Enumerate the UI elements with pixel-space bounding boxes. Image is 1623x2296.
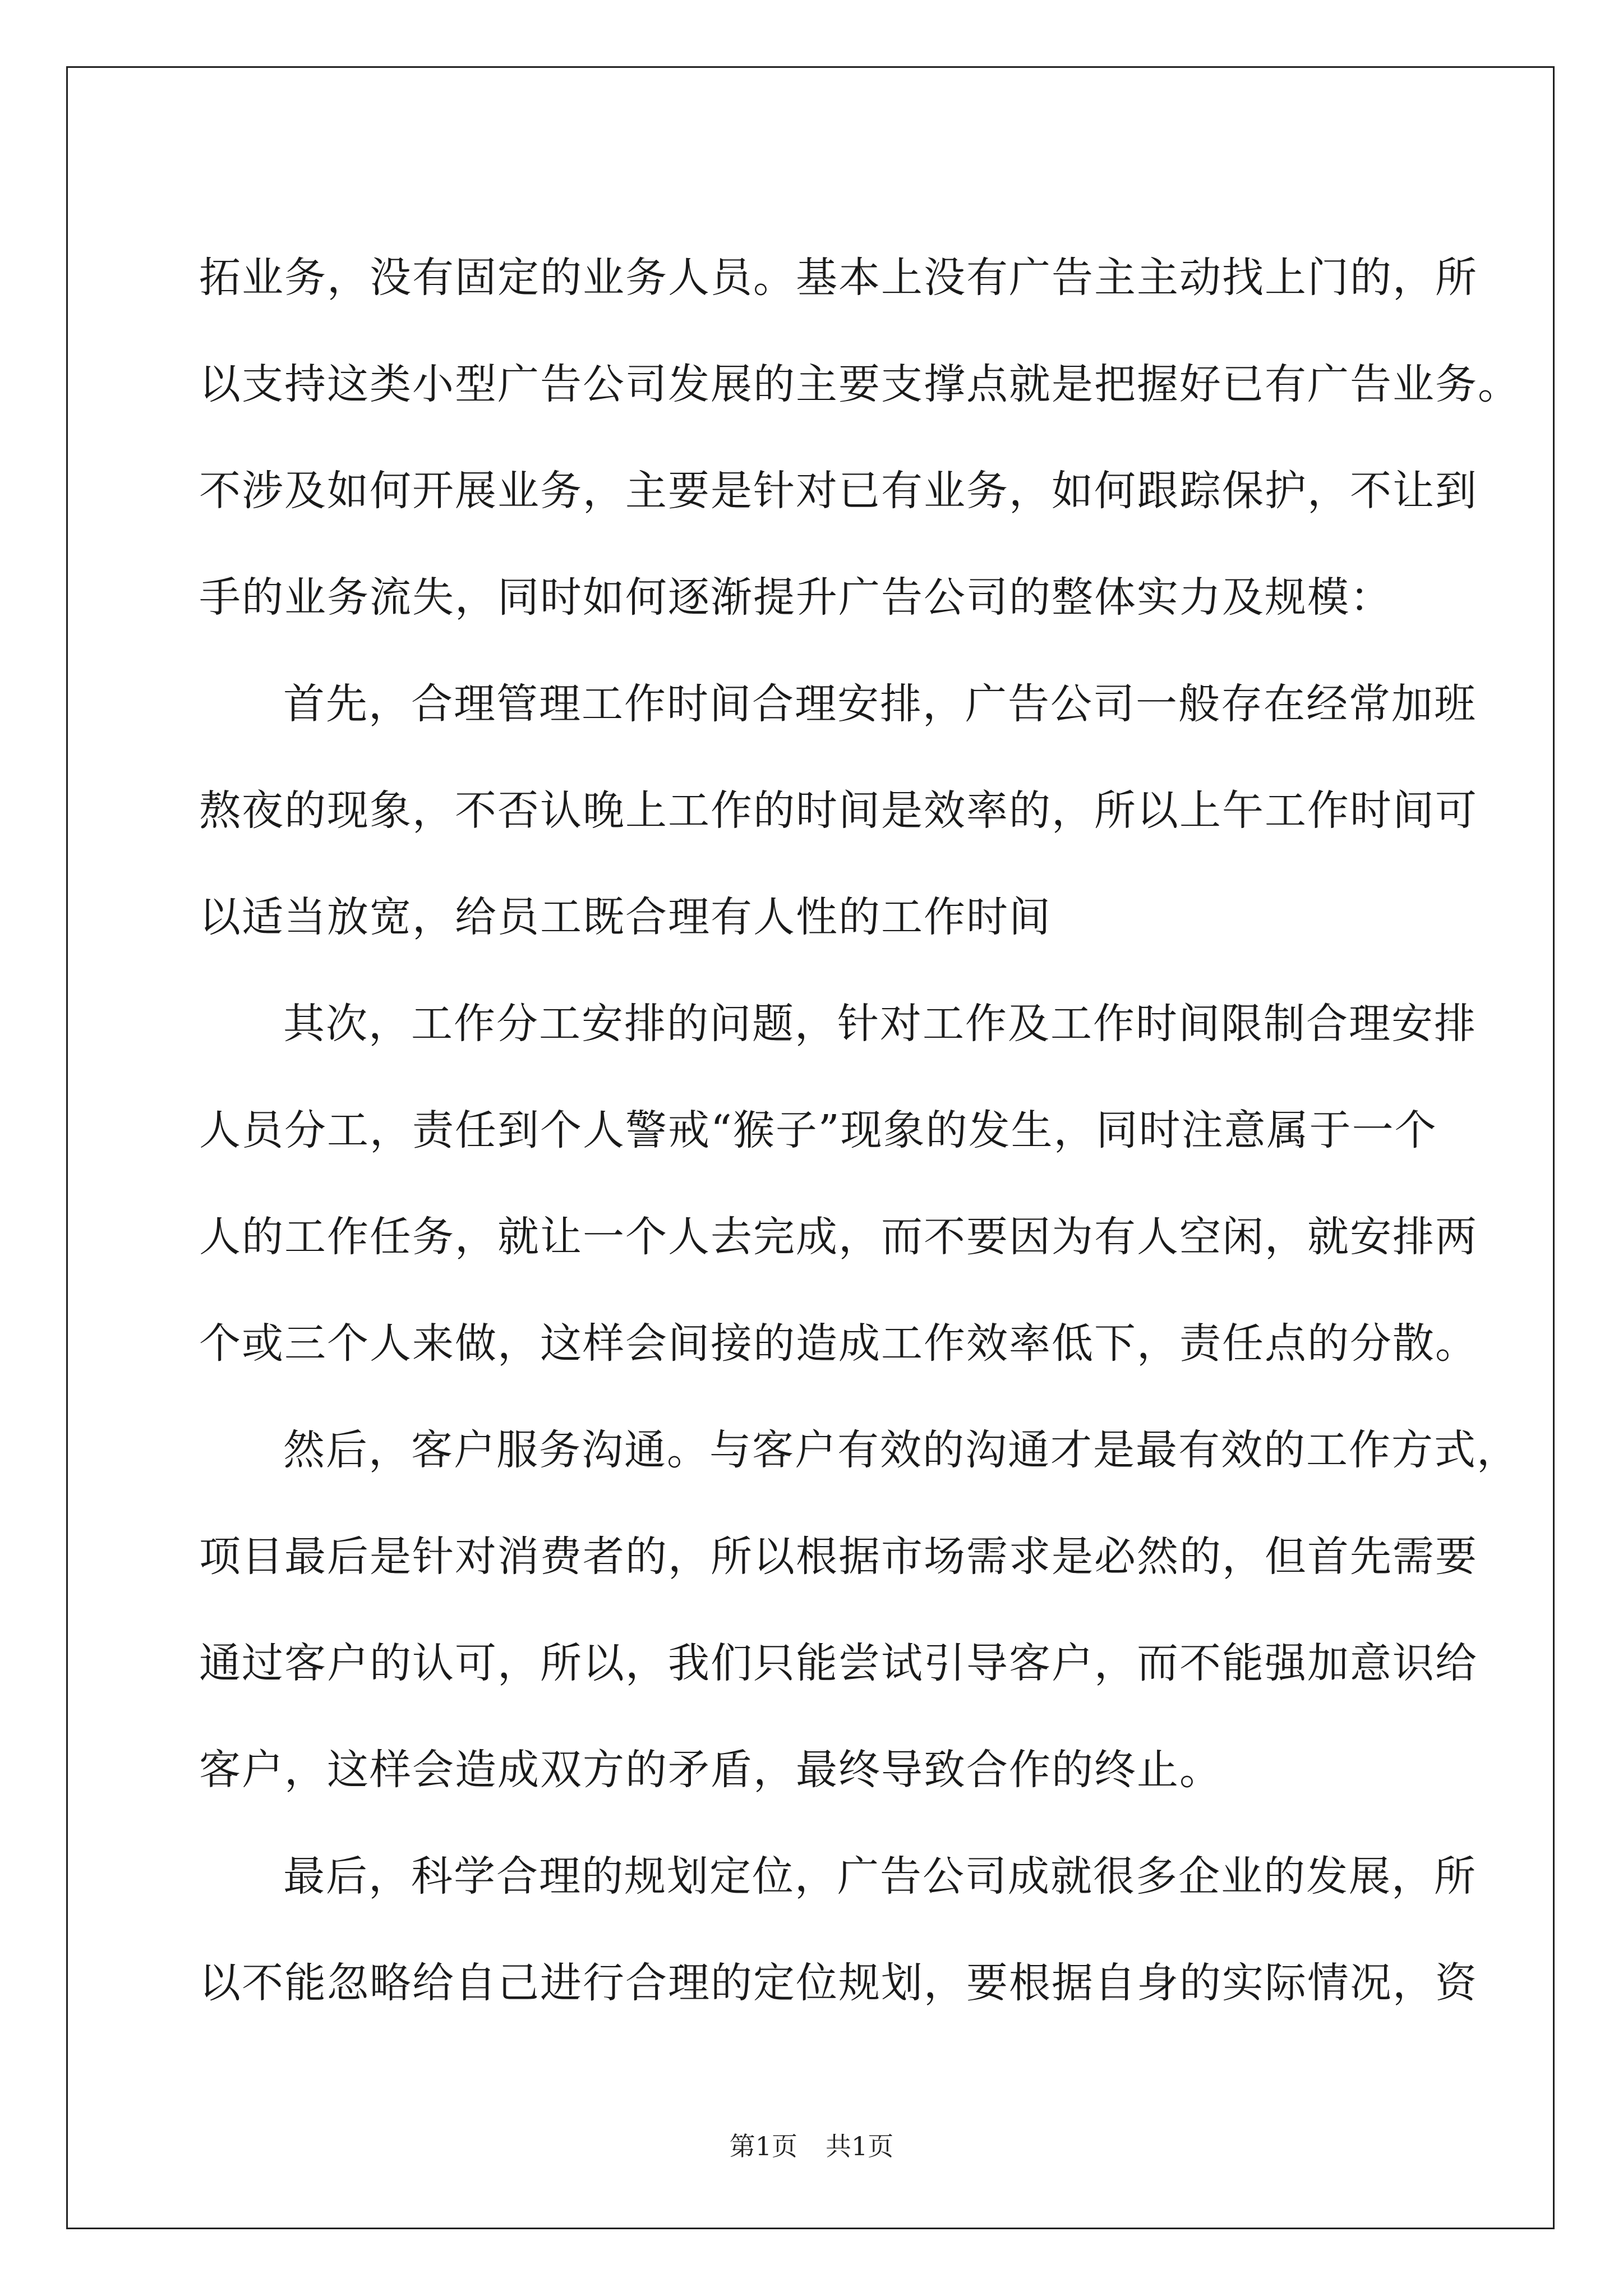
text-line: 人的工作任务，就让一个人去完成，而不要因为有人空闲，就安排两 <box>199 1213 1478 1261</box>
page-number-current: 第1页 <box>729 2131 797 2161</box>
text-line: 以适当放宽，给员工既合理有人性的工作时间 <box>199 893 1052 941</box>
text-line: 熬夜的现象，不否认晚上工作的时间是效率的，所以上午工作时间可 <box>199 786 1478 835</box>
page-footer <box>0 2126 1623 2163</box>
paragraph-start-line: 首先，合理管理工作时间合理安排，广告公司一般存在经常加班 <box>283 680 1477 728</box>
page-number-total: 共1页 <box>826 2131 894 2161</box>
text-line: 手的业务流失，同时如何逐渐提升广告公司的整体实力及规模： <box>199 573 1393 622</box>
text-line: 人员分工，责任到个人警戒“猴子”现象的发生，同时注意属于一个 <box>199 1106 1437 1154</box>
text-line: 客户，这样会造成双方的矛盾，最终导致合作的终止。 <box>199 1746 1222 1794</box>
text-line: 拓业务，没有固定的业务人员。基本上没有广告主主动找上门的，所 <box>199 254 1478 302</box>
text-line: 不涉及如何开展业务，主要是针对已有业务，如何跟踪保护，不让到 <box>199 467 1478 515</box>
document-body <box>199 224 1520 2036</box>
text-line: 项目最后是针对消费者的，所以根据市场需求是必然的，但首先需要 <box>199 1533 1478 1581</box>
paragraph-start-line: 最后，科学合理的规划定位，广告公司成就很多企业的发展，所 <box>283 1852 1477 1901</box>
paragraph-start-line: 然后，客户服务沟通。与客户有效的沟通才是最有效的工作方式， <box>283 1426 1519 1474</box>
text-line: 通过客户的认可，所以，我们只能尝试引导客户，而不能强加意识给 <box>199 1639 1478 1687</box>
paragraph-start-line: 其次，工作分工安排的问题，针对工作及工作时间限制合理安排 <box>283 1000 1477 1048</box>
text-line: 以不能忽略给自己进行合理的定位规划，要根据自身的实际情况，资 <box>199 1959 1478 2007</box>
text-line: 个或三个人来做，这样会间接的造成工作效率低下，责任点的分散。 <box>199 1319 1478 1368</box>
text-line: 以支持这类小型广告公司发展的主要支撑点就是把握好已有广告业务。 <box>199 360 1520 408</box>
